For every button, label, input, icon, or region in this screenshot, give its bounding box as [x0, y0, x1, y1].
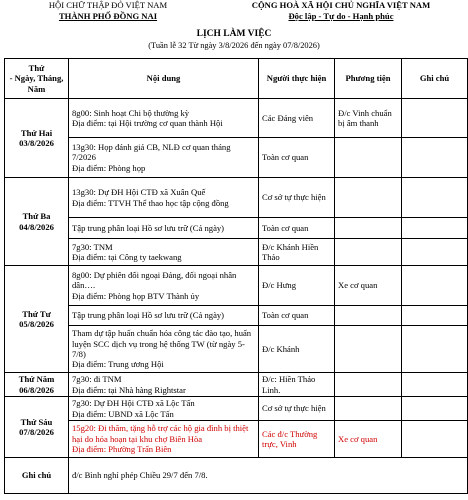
column-header-note: Ghi chú: [402, 59, 468, 99]
note-cell: [402, 397, 468, 421]
day-cell: [5, 397, 69, 458]
table-header-row: [5, 59, 468, 99]
column-header-content: Nội dung: [69, 59, 259, 99]
performer-cell: Cơ sở tự thực hiện: [259, 178, 335, 218]
content-line: 7g30: Dự ĐH Hội CTĐ xã Lộc Tấn: [72, 398, 195, 409]
content-line: Địa điểm: UBND xã Lộc Tấn: [72, 408, 174, 419]
means-cell: [335, 306, 402, 326]
day-date: 07/8/2026: [19, 427, 54, 437]
means-cell: [335, 178, 402, 218]
means-cell: [335, 326, 402, 373]
performer-cell: Toàn cơ quan: [259, 306, 335, 326]
content-line: 8g00: Dự phiên đối ngoại Đảng, đối ngoại nhân dân….: [72, 269, 237, 291]
footer-text: đ/c Bình nghỉ phép Chiều 29/7 đến 7/8.: [69, 458, 468, 494]
note-cell: [402, 373, 468, 397]
country-name: CỘNG HOÀ XÃ HỘI CHỦ NGHĨA VIỆT NAM: [251, 0, 431, 10]
schedule-week-range: (Tuần lễ 32 Từ ngày 3/8/2026 đến ngày 07/8/2026): [148, 41, 320, 50]
means-cell: [335, 373, 402, 397]
day-name: Thứ Hai: [20, 127, 53, 138]
note-cell: [402, 99, 468, 138]
content-line: Địa điểm: Trung ương Hội: [72, 359, 164, 370]
performer-cell: Các Đảng viên: [259, 99, 335, 138]
table-row: [5, 421, 468, 458]
table-row: [5, 306, 468, 326]
content-line: 7g30: TNM: [72, 241, 113, 252]
motto: Độc lập - Tự do - Hạnh phúc: [288, 11, 394, 21]
content-line: Địa điểm: tại Hội trường cơ quan thành Hội: [72, 118, 223, 128]
column-header-day: [5, 59, 69, 99]
content-line: Địa điểm: tại Nhà hàng Rightstar: [72, 384, 186, 395]
performer-cell: Cơ sở tự thực hiện: [259, 397, 335, 421]
day-cell: [5, 266, 69, 373]
performer-cell: Toàn cơ quan: [259, 138, 335, 178]
table-row: [5, 218, 468, 239]
content-line: Tham dự tập huấn chuẩn hóa công tác đào tạo, huấn luyện SCC dịch vụ trong hệ thống TW (từ ngày 5-7/8): [72, 328, 252, 359]
table-row: [5, 373, 468, 397]
content-line: Tập trung phân loại Hồ sơ lưu trữ (Cả ngày): [72, 310, 225, 321]
note-cell: [402, 266, 468, 306]
day-date: 05/8/2026: [19, 319, 54, 329]
table-row: [5, 326, 468, 373]
day-name: Thứ Tư: [22, 308, 51, 319]
day-date: 04/8/2026: [19, 221, 54, 232]
column-header-day-line: Năm: [27, 83, 46, 94]
performer-cell: Toàn cơ quan: [259, 218, 335, 239]
note-cell: [402, 218, 468, 239]
note-cell: [402, 326, 468, 373]
content-line: 13g30: Họp đánh giá CB, NLĐ cơ quan tháng 7/2026: [72, 141, 231, 163]
content-cell: [69, 218, 259, 239]
performer-cell: Đ/c Hưng: [259, 266, 335, 306]
content-line: Địa điểm: Phòng họp: [72, 162, 146, 173]
day-name: Thứ Năm: [18, 374, 55, 385]
organization-block: [38, 0, 178, 22]
day-cell: [5, 178, 69, 266]
content-cell: [69, 266, 259, 306]
content-cell: [69, 326, 259, 373]
table-row: [5, 239, 468, 266]
document-header: [0, 0, 468, 26]
content-cell: [69, 138, 259, 178]
note-cell: [402, 178, 468, 218]
table-row: [5, 99, 468, 138]
means-cell: [335, 218, 402, 239]
table-row: [5, 397, 468, 421]
means-cell: [335, 138, 402, 178]
day-name: Thứ Sáu: [20, 416, 53, 427]
content-line: Địa điểm: TTVH Thể thao học tập cộng đồng: [72, 197, 229, 208]
day-cell: [5, 373, 69, 397]
content-line: 7g30: đi TNM: [72, 374, 122, 385]
national-motto-block: [216, 0, 466, 22]
note-cell: [402, 239, 468, 266]
content-line: 13g30: Dự ĐH Hội CTĐ xã Xuân Quế: [72, 187, 206, 198]
content-cell: [69, 373, 259, 397]
content-cell: [69, 306, 259, 326]
performer-cell: Đ/c Khánh Hiền Thảo: [259, 239, 335, 266]
note-cell: [402, 306, 468, 326]
content-cell: [69, 99, 259, 138]
content-line: Địa điểm: tại Công ty taekwang: [72, 252, 182, 262]
content-cell: [69, 397, 259, 421]
performer-cell: Đ/c: Hiền Thảo Linh.: [259, 373, 335, 397]
footer-label: Ghi chú: [5, 458, 69, 494]
day-date: 03/8/2026: [19, 138, 54, 148]
means-cell: [335, 239, 402, 266]
day-date: 06/8/2026: [19, 384, 54, 395]
content-line: Địa điểm: Phường Trấn Biên: [72, 444, 172, 455]
day-name: Thứ Ba: [22, 211, 51, 222]
table-row: [5, 138, 468, 178]
content-line: 15g20: Đi thăm, tặng hỗ trợ các hộ gia đình bị thiệt hại do hỏa hoạn tại khu chợ Biên Hòa: [72, 423, 249, 444]
content-line: Địa điểm: Phòng họp BTV Thành ủy: [72, 290, 200, 301]
content-cell: [69, 239, 259, 266]
content-line: Tập trung phân loại Hồ sơ lưu trữ (Cả ngày): [72, 222, 225, 233]
organization-parent: HỘI CHỮ THẬP ĐỎ VIỆT NAM: [48, 0, 168, 10]
day-cell: [5, 99, 69, 178]
note-cell: [402, 421, 468, 458]
table-row: [5, 266, 468, 306]
means-cell: [335, 397, 402, 421]
column-header-means: Phương tiện: [335, 59, 402, 99]
column-header-day-line: - Ngày, Tháng,: [9, 73, 64, 84]
content-cell: [69, 421, 259, 458]
footer-row: [5, 458, 468, 494]
column-header-performer: Người thực hiện: [259, 59, 335, 99]
content-cell: [69, 178, 259, 218]
performer-cell: Đ/c Khánh: [259, 326, 335, 373]
schedule-table: [4, 58, 468, 494]
means-cell: Đ/c Vinh chuẩn bị âm thanh: [335, 99, 402, 138]
organization-name: THÀNH PHỐ ĐỒNG NAI: [58, 11, 158, 21]
performer-cell: Các đ/c Thường trực, Vinh: [259, 421, 335, 458]
content-line: 8g00: Sinh hoạt Chi bộ thường kỳ: [72, 107, 190, 118]
means-cell: Xe cơ quan: [335, 421, 402, 458]
schedule-title: LỊCH LÀM VIỆC: [196, 29, 272, 39]
table-row: [5, 178, 468, 218]
means-cell: Xe cơ quan: [335, 266, 402, 306]
column-header-day-line: Thứ: [28, 62, 45, 73]
note-cell: [402, 138, 468, 178]
